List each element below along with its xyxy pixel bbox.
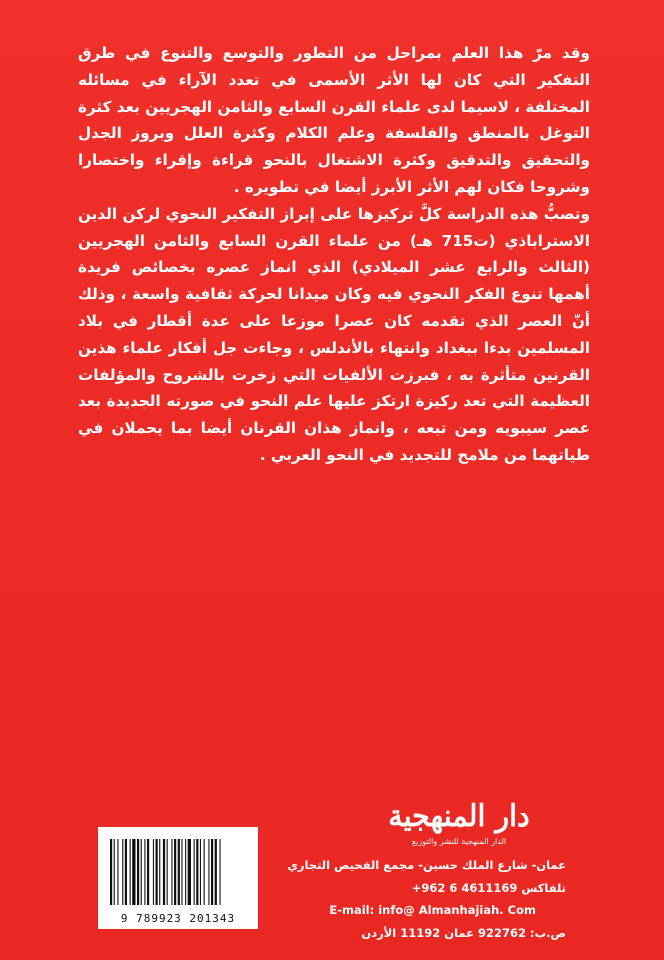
blurb-paragraph-2: وتصبُّ هذه الدراسة كلَّ تركيزها على إبراز التفكير النحوي لركن الدين الاستراباذي (ت715 هـ) من علماء القرن السابع والثامن الهجريين (الثالث والرابع عشر الميلادي) الذي انماز عصره بخصائص فريدة أهمها تنوع الفكر النحوي فيه وكان ميدانا لحركة ثقافية واسعة ، وذلك أنّ العصر الذي تقدمه كان عصرا موزعا على عدة أقطار في بلاد المسلمين بدءا ببغداد وانتهاء بالأندلس ، وجاءت جل أفكار علماء هذين القرنين متأثرة به ، فبرزت الألفيات التي زخرت بالشروح والمؤلفات العظيمة التي تعد ركيزة ارتكز عليها علم النحو في صورته الجديدة بعد عصر سيبويه ومن تبعه ، وانماز هذان القرنان أيضا بما يحملان في طياتهما من ملامح للتجديد في النحو العربي . — [78, 204, 590, 464]
publisher-logo-name: دار المنهجية — [388, 799, 530, 834]
barcode — [98, 827, 258, 929]
barcode-number: 9 789923 201343 — [120, 912, 236, 925]
publisher-po-box: ص.ب: 922762 عمان 11192 الأردن — [361, 926, 566, 940]
publisher-email: E-mail: info@ Almanhajiah. Com — [329, 903, 536, 917]
blurb-text — [78, 40, 590, 469]
publisher-address: عمان- شارع الملك حسين- مجمع الفحيص التجاري — [287, 858, 566, 872]
publisher-logo — [384, 800, 534, 862]
barcode-bars-icon — [108, 839, 248, 905]
blurb-paragraph-1: وقد مرّ هذا العلم بمراحل من التطور والتوسع والتنوع في طرق التفكير التي كان لها الأثر الأسمى في تعدد الآراء في مسائله المختلفة ، لاسيما لدى علماء القرن السابع والثامن الهجريين بعد كثرة التوغل بالمنطق والفلسفة وعلم الكلام وكثرة العلل وبروز الجدل والتحقيق والتدقيق وكثرة الاشتغال بالنحو قراءة وإقراء واختصارا وشروحا فكان لهم الأثر الأبرز أيضا في تطويره . — [78, 44, 590, 196]
publisher-telefax: تلفاكس 4611169 6 962+ — [411, 881, 566, 895]
publisher-logo-subtitle: الدار المنهجية للنشر والتوزيع — [411, 837, 507, 846]
